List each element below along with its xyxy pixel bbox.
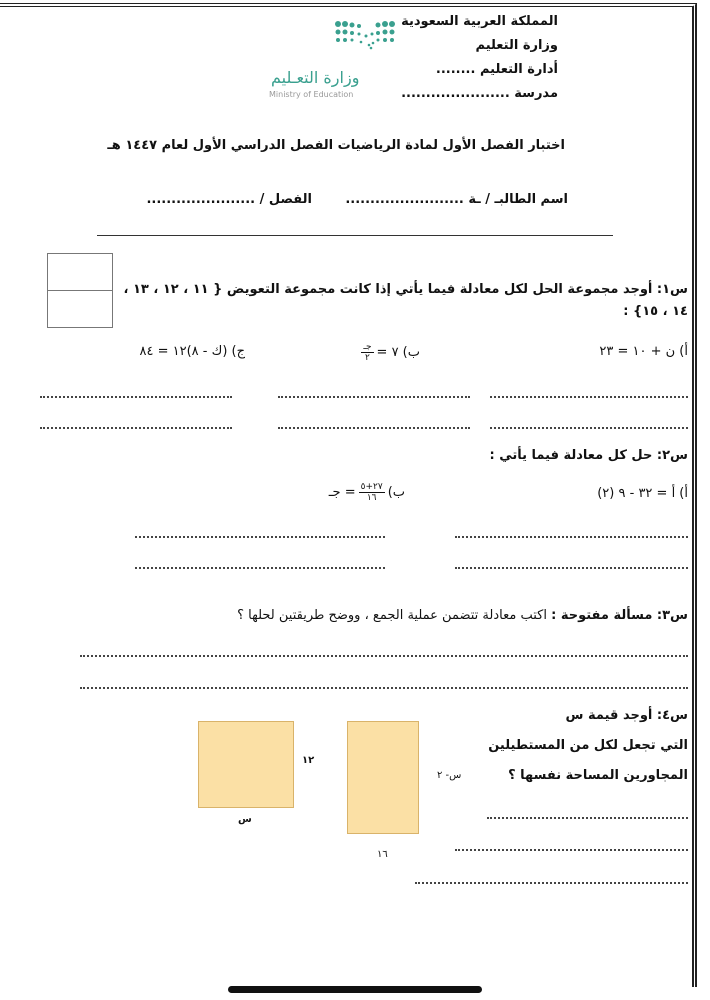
kingdom-label: المملكة العربية السعودية [401, 14, 558, 29]
fraction-numerator: ٢٧+٥ [360, 482, 383, 492]
q1-b-fraction [361, 342, 373, 363]
q1-answer-line[interactable] [40, 396, 232, 398]
q4-answer-line[interactable] [455, 849, 688, 851]
q3-answer-line[interactable] [80, 655, 688, 657]
q2-title: س٢: حل كل معادلة فيما يأتي : [489, 448, 688, 463]
q1-answer-line[interactable] [278, 427, 470, 429]
class-field[interactable]: الفصل / ...................... [146, 192, 312, 207]
q2-b-fraction [359, 482, 385, 503]
exam-title: اختبار الفصل الأول لمادة الرياضيات الفصل الدراسي الأول لعام ١٤٤٧ هـ [107, 138, 565, 153]
rectangle-1-bottom-label: ١٦ [377, 849, 388, 860]
score-box-divider [48, 290, 112, 291]
q3-answer-line[interactable] [80, 687, 688, 689]
q1-text-line1: س١: أوجد مجموعة الحل لكل معادلة فيما يأتي إذا كانت مجموعة التعويض { ١١ ، ١٢ ، ١٣ ، [123, 282, 688, 297]
q1-answer-line[interactable] [278, 396, 470, 398]
school-label: مدرسة ...................... [401, 86, 558, 101]
q2-equation-a: أ) أ = ٣٢ - ٩ (٢) [597, 486, 688, 501]
fraction-numerator: جـ [363, 342, 372, 352]
q1-equation-b [358, 342, 420, 363]
rectangle-2 [198, 721, 294, 808]
home-indicator[interactable] [228, 986, 482, 993]
q2-b-prefix: ب) [387, 485, 405, 500]
rectangle-2-bottom-label: س [238, 814, 252, 825]
student-name-field[interactable]: اسم الطالبـ / ـة ........................ [345, 192, 568, 207]
ministry-label: وزارة التعليم [475, 38, 558, 53]
q3-label: س٣: مسألة مفتوحة : [551, 608, 688, 623]
q4-answer-line[interactable] [415, 882, 688, 884]
fraction-denominator: ٢ [365, 353, 370, 363]
q2-answer-line[interactable] [455, 536, 688, 538]
q4-answer-line[interactable] [487, 817, 688, 819]
q1-text-line2: ١٤ ، ١٥} : [623, 304, 688, 319]
q1-answer-line[interactable] [490, 427, 688, 429]
q1-answer-line[interactable] [490, 396, 688, 398]
q3-text [237, 608, 688, 623]
header-divider [97, 235, 613, 236]
q1-equation-c: ج) (ك - ٨)١٢ = ٨٤ [139, 344, 245, 359]
rectangle-1-side-label: س- ٢ [437, 770, 462, 781]
ministry-logo [265, 18, 395, 108]
q3-prompt: اكتب معادلة تتضمن عملية الجمع ، ووضح طريقتين لحلها ؟ [237, 608, 547, 623]
q2-equation-b [329, 482, 405, 503]
q2-b-suffix: = جـ [328, 485, 356, 500]
q1-answer-line[interactable] [40, 427, 232, 429]
logo-dots-icon [265, 18, 395, 68]
q2-answer-line[interactable] [135, 536, 385, 538]
fraction-denominator: ١٦ [366, 493, 377, 503]
q1-equation-a: أ) ن + ١٠ = ٢٣ [599, 344, 688, 359]
logo-arabic-text: وزارة التعـليم [271, 68, 360, 87]
score-box [47, 253, 113, 328]
directorate-label: أدارة التعليم ........ [435, 62, 558, 77]
rectangle-2-side-label: ١٢ [302, 755, 315, 766]
q4-line3: المجاورين المساحة نفسها ؟ [508, 768, 688, 783]
logo-english-text: Ministry of Education [269, 90, 354, 99]
q4-line1: س٤: أوجد قيمة س [565, 708, 688, 723]
q1-b-prefix: ب) ٧ = [376, 345, 420, 360]
q2-answer-line[interactable] [455, 567, 688, 569]
q4-line2: التي تجعل لكل من المستطيلين [488, 738, 688, 753]
q2-answer-line[interactable] [135, 567, 385, 569]
rectangle-1 [347, 721, 419, 834]
